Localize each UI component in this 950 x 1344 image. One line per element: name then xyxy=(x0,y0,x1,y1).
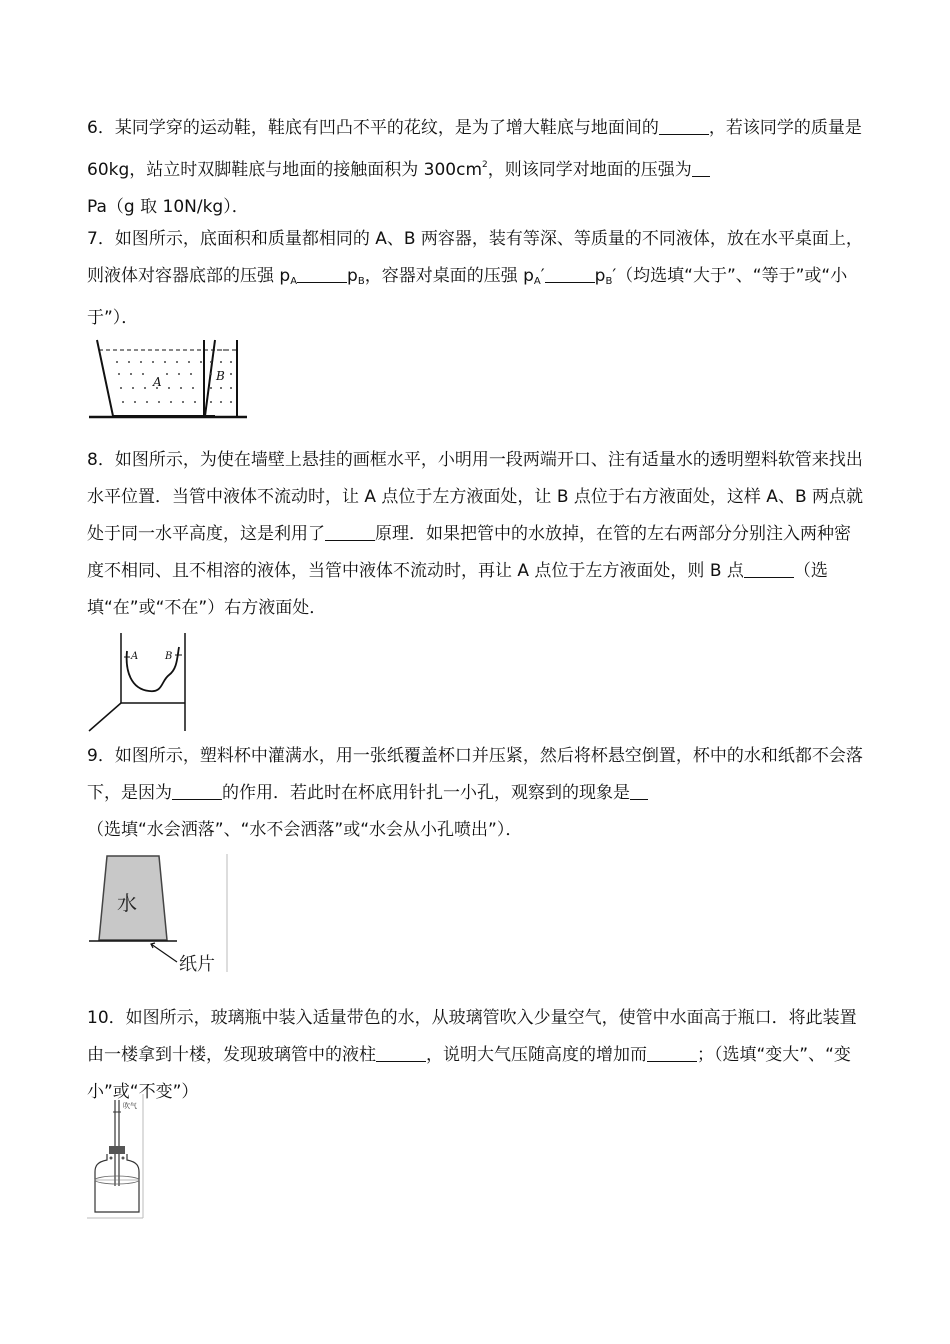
q10-text-2: ，说明大气压随高度的增加而 xyxy=(426,1045,647,1065)
question-9 xyxy=(87,738,867,849)
q6-text-4: Pa（g 取 10N/kg）． xyxy=(87,197,249,217)
q6-text-1: 6．某同学穿的运动鞋，鞋底有凹凸不平的花纹，是为了增大鞋底与地面间的 xyxy=(87,118,659,138)
question-6 xyxy=(87,110,867,226)
q6-text-2: ，若该同学的质量是 60kg，站立时双脚鞋底与地面的接触面积为 300cm xyxy=(87,118,862,180)
q7-text-3: ′（均选填“大于”、“等于”或“小于”）． xyxy=(87,266,848,328)
q7-sub-a: A xyxy=(290,276,298,287)
q10-text-3: ；（选填“变大”、“变小”或“不变”） xyxy=(87,1045,851,1102)
q6-superscript: 2 xyxy=(482,160,488,170)
q8-text-1: 8．如图所示，为使在墙壁上悬挂的画框水平，小明用一段两端开口、注有适量水的透明塑料软管来找出水平位置．当管中液体不流动时，让 A 点位于左方液面处，让 B 点位于右方液面处，这样 A、B 两点就处于同一水平高度，这是利用了 xyxy=(87,450,864,544)
q10-figure-label-blow: 吹气 xyxy=(123,1102,137,1110)
q7-text-2: ，容器对桌面的压强 p xyxy=(364,266,534,286)
q8-text-3: （选填“在”或“不在”）右方液面处． xyxy=(87,561,828,618)
q8-blank-1[interactable] xyxy=(325,522,375,541)
q7-figure-label-a: A xyxy=(153,375,162,389)
q7-p: p xyxy=(347,266,358,286)
q10-blank-1[interactable] xyxy=(376,1043,426,1062)
question-8 xyxy=(87,442,867,627)
q9-blank-1[interactable] xyxy=(172,781,222,800)
q7-p2: p xyxy=(594,266,606,286)
q7-blank-2[interactable] xyxy=(545,264,595,283)
q9-text-1: 9．如图所示，塑料杯中灌满水，用一张纸覆盖杯口并压紧，然后将杯悬空倒置，杯中的水和纸都不会落下，是因为 xyxy=(87,746,863,803)
q9-blank-2[interactable] xyxy=(630,781,648,800)
q8-figure-label-a: A xyxy=(131,651,139,662)
q7-sub-b2: B xyxy=(605,276,613,287)
q9-figure xyxy=(87,854,232,972)
q6-blank-2[interactable] xyxy=(692,158,710,177)
q8-text-2: 原理．如果把管中的水放掉，在管的左右两部分分别注入两种密度不相同、且不相溶的液体，当管中液体不流动时，再让 A 点位于左方液面处，则 B 点 xyxy=(87,524,851,581)
q9-text-3: （选填“水会洒落”、“水不会洒落”或“水会从小孔喷出”）． xyxy=(87,820,523,840)
q9-text-2: 的作用．若此时在杯底用针扎一小孔，观察到的现象是 xyxy=(222,783,630,803)
q7-sub-a2: A xyxy=(533,276,541,287)
q8-figure xyxy=(87,631,189,733)
q10-text-1: 10．如图所示，玻璃瓶中装入适量带色的水，从玻璃管吹入少量空气，使管中水面高于瓶口．将此装置由一楼拿到十楼，发现玻璃管中的液柱 xyxy=(87,1008,857,1065)
q8-figure-label-b: B xyxy=(165,651,173,662)
q7-blank-1[interactable] xyxy=(297,264,347,283)
q10-blank-2[interactable] xyxy=(647,1043,697,1062)
q9-figure-label-paper: 纸片 xyxy=(179,954,215,972)
q7-figure-label-b: B xyxy=(216,369,225,383)
q7-figure xyxy=(87,338,249,422)
q7-sub-b: B xyxy=(357,276,365,287)
question-10 xyxy=(87,1000,867,1111)
q6-text-3: ，则该同学对地面的压强为 xyxy=(487,160,692,180)
question-7 xyxy=(87,221,867,337)
q7-prime: ′ xyxy=(540,266,545,286)
q8-blank-2[interactable] xyxy=(744,559,794,578)
q7-text-1: 7．如图所示，底面积和质量都相同的 A、B 两容器，装有等深、等质量的不同液体，放在水平桌面上，则液体对容器底部的压强 p xyxy=(87,229,863,286)
q9-figure-label-water: 水 xyxy=(117,891,137,915)
q6-blank-1[interactable] xyxy=(659,116,709,135)
q10-figure xyxy=(87,1094,147,1220)
